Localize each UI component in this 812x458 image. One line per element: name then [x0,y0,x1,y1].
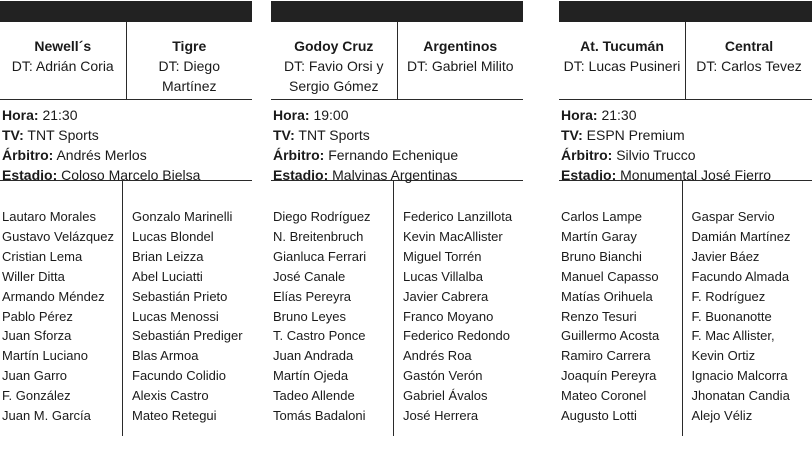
player-name: Juan M. García [2,408,91,424]
arbitro-label: Árbitro: [273,147,325,163]
info-hora [561,105,812,125]
match-info [271,100,523,181]
player-name: N. Breitenbruch [273,228,364,244]
teams-row [559,22,812,100]
info-hora [2,105,252,125]
player-name: Elías Pereyra [273,288,352,304]
lineups [271,181,523,436]
player-name: Alexis Castro [132,388,209,404]
home-team-coach: DT: Adrián Coria [11,58,114,74]
arbitro-value: Andrés Merlos [53,147,147,163]
player-name: Miguel Torrén [403,248,482,264]
player-name: Facundo Colidio [132,368,226,384]
player-name: Kevin Ortiz [691,348,756,364]
player-name: Damián Martínez [691,228,791,244]
away-team-name: Central [724,38,774,54]
player-name: Gaspar Servio [691,209,775,224]
player-name: Blas Armoa [132,348,199,364]
away-team [397,22,524,99]
home-team-coach: DT: Lucas Pusineri [563,58,681,74]
estadio-label: Estadio: [561,167,617,183]
teams-row [0,22,252,100]
player-name: F. Mac Allister, [691,328,775,344]
info-hora [273,105,523,125]
player-name: Kevin MacAllister [403,228,503,244]
player-name: Armando Méndez [2,288,105,304]
away-team-name: Argentinos [423,38,498,54]
hora-label: Hora: [273,107,310,123]
away-team-coach: DT: Carlos Tevez [696,58,802,74]
home-lineup [271,181,393,436]
player-name: Lucas Blondel [132,228,214,244]
player-name: Bruno Leyes [273,308,346,324]
home-lineup [559,181,682,436]
info-arbitro [273,145,523,165]
info-tv [561,125,812,145]
estadio-value: Coloso Marcelo Bielsa [57,167,201,183]
player-name: Ramiro Carrera [561,348,651,364]
player-name: Federico Redondo [403,328,510,344]
tv-label: TV: [561,127,583,143]
away-lineup [393,181,523,436]
estadio-label: Estadio: [2,167,58,183]
player-name: Gianluca Ferrari [273,248,367,264]
player-name: Juan Andrada [273,348,354,364]
home-team-coach: DT: Favio Orsi y Sergio Gómez [283,58,384,94]
away-team-coach: DT: Diego Martínez [158,58,220,94]
player-name: Bruno Bianchi [561,248,642,264]
player-name: Willer Ditta [2,268,65,284]
player-name: Javier Báez [691,248,760,264]
player-name: Andrés Roa [403,348,472,364]
player-name: Matías Orihuela [561,288,653,304]
player-name: Lucas Menossi [132,308,219,324]
card-header-bar [271,1,523,22]
away-lineup [682,181,812,436]
home-team-name: Godoy Cruz [294,38,374,54]
match-info [0,100,252,181]
player-name: Lucas Villalba [403,268,483,284]
teams-row [271,22,523,100]
player-name: Abel Luciatti [132,268,203,284]
player-name: José Herrera [403,408,479,424]
hora-label: Hora: [561,107,598,123]
tv-value: TNT Sports [23,127,99,143]
estadio-value: Monumental José Fierro [616,167,772,183]
player-name: Brian Leizza [132,248,204,264]
home-team-name: At. Tucumán [580,38,664,54]
player-name: Martín Luciano [2,348,88,364]
tv-value: ESPN Premium [582,127,685,143]
player-name: Franco Moyano [403,308,494,324]
player-name: Manuel Capasso [561,268,659,284]
player-name: Augusto Lotti [561,408,637,424]
player-name: Martín Garay [561,228,637,244]
player-name: Sebastián Prediger [132,328,243,344]
player-name: Juan Garro [2,368,68,384]
player-name: Juan Sforza [2,328,72,344]
arbitro-value: Fernando Echenique [324,147,459,163]
player-name: Martín Ojeda [273,368,349,384]
estadio-label: Estadio: [273,167,329,183]
hora-value: 21:30 [38,107,78,123]
player-name: Carlos Lampe [561,209,642,224]
player-name: Joaquín Pereyra [561,368,657,384]
player-name: Sebastián Prieto [132,288,228,304]
arbitro-label: Árbitro: [561,147,613,163]
player-name: Cristian Lema [2,248,83,264]
player-name: F. Buonanotte [691,308,772,324]
player-name: Pablo Pérez [2,308,73,324]
home-team [0,22,126,99]
info-arbitro [2,145,252,165]
match-card [271,0,523,436]
match-card [559,0,812,436]
card-header-bar [559,1,812,22]
hora-label: Hora: [2,107,39,123]
player-name: Tadeo Allende [273,388,355,404]
player-name: Facundo Almada [691,268,790,284]
away-team-coach: DT: Gabriel Milito [406,58,514,74]
player-name: F. Rodríguez [691,288,766,304]
player-name: Federico Lanzillota [403,209,513,224]
card-header-bar [0,1,252,22]
player-name: Alejo Véliz [691,408,753,424]
info-tv [2,125,252,145]
player-name: Diego Rodríguez [273,209,371,224]
player-name: Lautaro Morales [2,209,96,224]
player-name: Ignacio Malcorra [691,368,788,384]
player-name: Javier Cabrera [403,288,489,304]
away-lineup [122,181,252,436]
player-name: Mateo Retegui [132,408,217,424]
info-tv [273,125,523,145]
lineups [0,181,252,436]
match-info [559,100,812,181]
player-name: T. Castro Ponce [273,328,366,344]
player-name: F. González [2,388,71,404]
arbitro-value: Silvio Trucco [612,147,696,163]
player-name: Guillermo Acosta [561,328,660,344]
away-team [685,22,812,99]
player-name: Jhonatan Candia [691,388,790,404]
home-team [271,22,397,99]
hora-value: 21:30 [597,107,637,123]
away-team-name: Tigre [172,38,207,54]
player-name: Renzo Tesuri [561,308,637,324]
tv-label: TV: [273,127,295,143]
home-team [559,22,685,99]
player-name: José Canale [273,268,346,284]
tv-value: TNT Sports [294,127,370,143]
estadio-value: Malvinas Argentinas [328,167,458,183]
player-name: Mateo Coronel [561,388,647,404]
tv-label: TV: [2,127,24,143]
player-name: Gastón Verón [403,368,483,384]
player-name: Gonzalo Marinelli [132,209,233,224]
lineups [559,181,812,436]
home-team-name: Newell´s [34,38,92,54]
player-name: Tomás Badaloni [273,408,366,424]
match-card [0,0,252,436]
info-arbitro [561,145,812,165]
home-lineup [0,181,122,436]
arbitro-label: Árbitro: [2,147,54,163]
player-name: Gabriel Ávalos [403,388,488,404]
hora-value: 19:00 [309,107,349,123]
player-name: Gustavo Velázquez [2,228,115,244]
away-team [126,22,253,99]
